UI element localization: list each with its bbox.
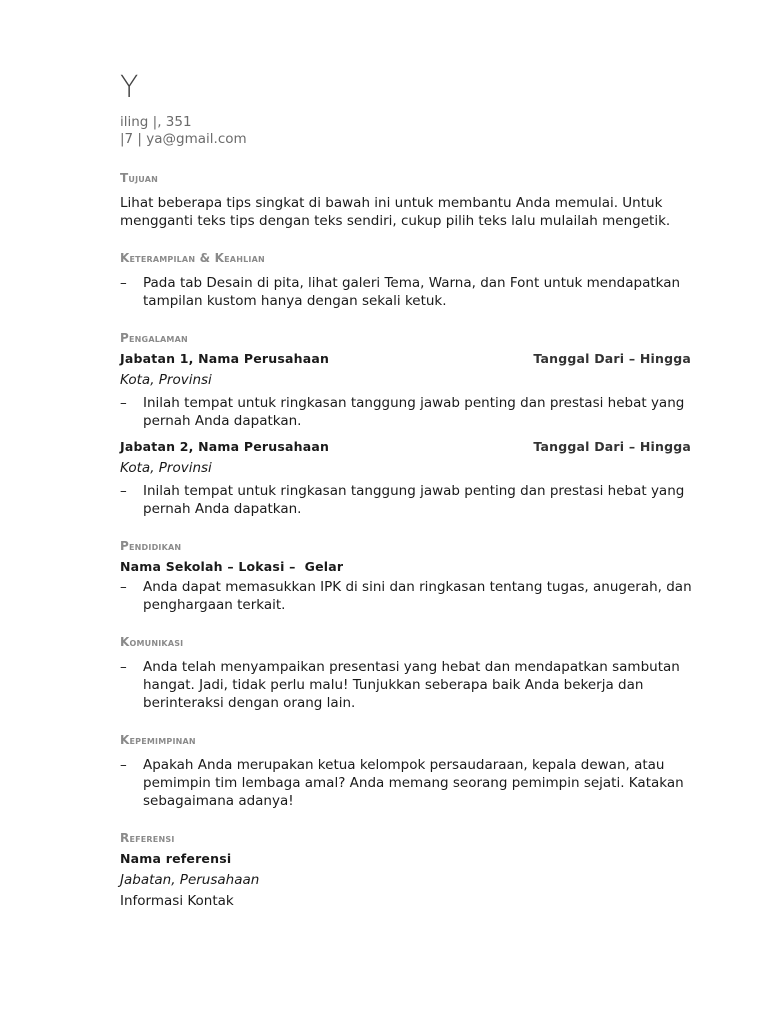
job-location: Kota, Provinsi	[120, 372, 212, 388]
school-name: Nama Sekolah – Lokasi – Gelar	[120, 559, 344, 574]
section-title-leadership: Kepemimpinan	[120, 733, 196, 747]
list-item	[120, 274, 700, 310]
reference-name: Nama referensi	[120, 851, 232, 866]
section-education	[120, 538, 700, 614]
bullet-dash: –	[120, 275, 127, 291]
job-entry	[120, 350, 700, 430]
contact-line-email: |7 | ya@gmail.com	[120, 131, 247, 147]
job-position: Jabatan 2, Nama Perusahaan	[120, 439, 330, 454]
section-title-references: Referensi	[120, 831, 175, 845]
section-title-skills: Keterampilan & Keahlian	[120, 251, 265, 265]
skills-bullet-text: Pada tab Desain di pita, lihat galeri Tema, Warna, dan Font untuk mendapatkan tampilan kustom hanya dengan sekali ketuk.	[143, 275, 681, 309]
section-objective	[120, 170, 700, 230]
list-item	[120, 482, 700, 518]
contact-info	[120, 114, 700, 148]
resume-name: Y	[120, 70, 139, 105]
section-title-experience: Pengalaman	[120, 331, 188, 345]
section-title-objective: Tujuan	[120, 171, 158, 185]
job-dates: Tanggal Dari – Hingga	[533, 439, 691, 454]
job-dates: Tanggal Dari – Hingga	[533, 351, 691, 366]
job-position: Jabatan 1, Nama Perusahaan	[120, 351, 330, 366]
list-item	[120, 658, 700, 712]
section-references	[120, 830, 700, 910]
section-leadership	[120, 732, 700, 810]
job-bullet-text: Inilah tempat untuk ringkasan tanggung jawab penting dan prestasi hebat yang pernah Anda dapatkan.	[143, 395, 685, 429]
job-entry	[120, 438, 700, 518]
section-communication	[120, 634, 700, 712]
leadership-bullet-text: Apakah Anda merupakan ketua kelompok persaudaraan, kepala dewan, atau pemimpin tim lembaga amal? Anda memang seorang pemimpin sejati. Katakan sebagaimana adanya!	[143, 757, 684, 809]
section-experience	[120, 330, 700, 518]
education-bullet-text: Anda dapat memasukkan IPK di sini dan ringkasan tentang tugas, anugerah, dan penghargaan terkait.	[143, 579, 692, 613]
section-skills	[120, 250, 700, 310]
reference-position: Jabatan, Perusahaan	[120, 872, 260, 888]
bullet-dash: –	[120, 659, 127, 675]
bullet-dash: –	[120, 757, 127, 773]
list-item	[120, 394, 700, 430]
job-location: Kota, Provinsi	[120, 460, 212, 476]
section-title-education: Pendidikan	[120, 539, 182, 553]
bullet-dash: –	[120, 395, 127, 411]
resume-page	[120, 68, 700, 910]
list-item	[120, 756, 700, 810]
list-item	[120, 578, 700, 614]
section-title-communication: Komunikasi	[120, 635, 184, 649]
contact-line-address: iling |, 351	[120, 114, 192, 130]
job-header	[120, 350, 691, 368]
bullet-dash: –	[120, 579, 127, 595]
job-header	[120, 438, 691, 456]
reference-contact: Informasi Kontak	[120, 893, 234, 909]
communication-bullet-text: Anda telah menyampaikan presentasi yang hebat dan mendapatkan sambutan hangat. Jadi, tidak perlu malu! Tunjukkan seberapa baik Anda bekerja dan berinteraksi dengan orang lain.	[143, 659, 680, 711]
objective-text: Lihat beberapa tips singkat di bawah ini untuk membantu Anda memulai. Untuk mengganti teks tips dengan teks sendiri, cukup pilih teks lalu mulailah mengetik.	[120, 195, 671, 229]
job-bullet-text: Inilah tempat untuk ringkasan tanggung jawab penting dan prestasi hebat yang pernah Anda dapatkan.	[143, 483, 685, 517]
bullet-dash: –	[120, 483, 127, 499]
